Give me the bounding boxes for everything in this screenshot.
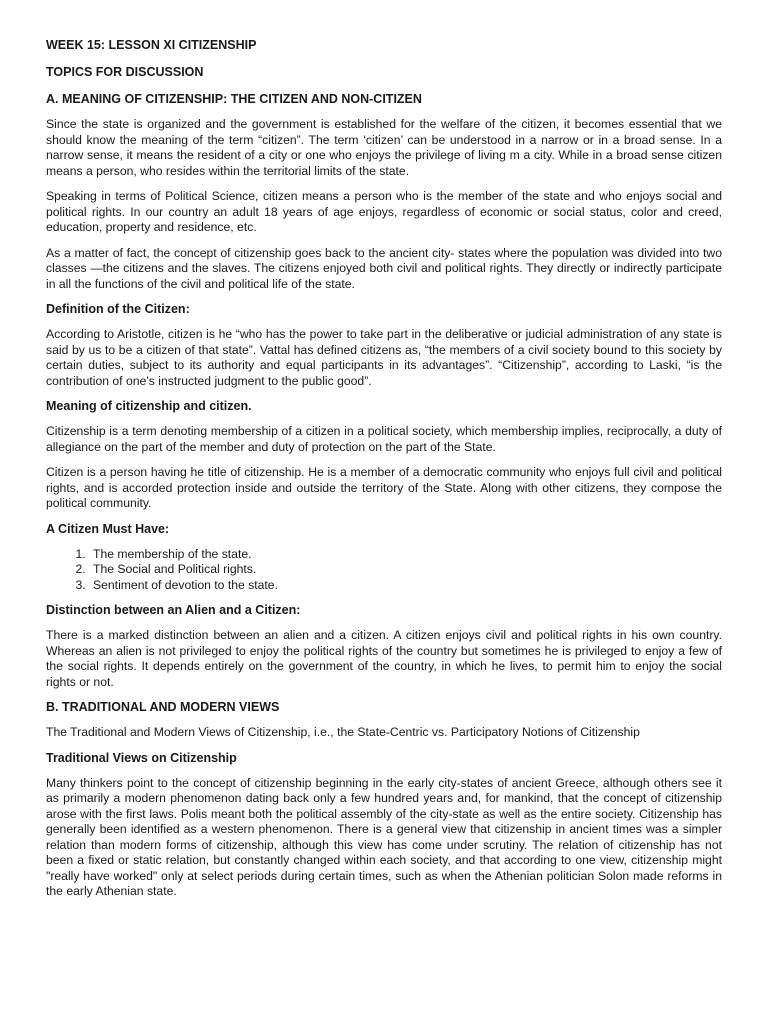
definition-text: According to Aristotle, citizen is he “who has the power to take part in the deliberative or judicial administration of any state is said by us to be a citizen of that state”. Vattal has defined citizens as, “the members of a civil society bound to this society by certain duties, subject to its authority and equal participants in its advantages”. “Citizenship”, according to Laski, “is the contribution of one’s instructed judgment to the public good”.	[46, 327, 722, 388]
section-a-heading: A. MEANING OF CITIZENSHIP: THE CITIZEN AND NON-CITIZEN	[46, 92, 422, 106]
traditional-heading: Traditional Views on Citizenship	[46, 750, 237, 765]
traditional-text: Many thinkers point to the concept of citizenship beginning in the early city-states of ancient Greece, although others see it as primarily a modern phenomenon dating back only a few hundred years and, for mankind, that the concept of citizenship arose with the first laws. Polis meant both the political assembly of the city-state as well as the entire society. Citizenship has generally been identified as a western phenomenon. There is a general view that citizenship in ancient times was a simpler relation than modern forms of citizenship, although this view has come under scrutiny. The relation of citizenship has not been a fixed or static relation, but constantly changed within each society, and that according to one view, citizenship might "really have worked" only at select periods during certain times, such as when the Athenian politician Solon made reforms in the early Athenian state.	[46, 775, 722, 898]
list-item: 1. The membership of the state.	[89, 547, 722, 563]
definition-heading: Definition of the Citizen:	[46, 302, 190, 316]
paragraph: Speaking in terms of Political Science, citizen means a person who is the member of the state and who enjoys social and political rights. In our country an adult 18 years of age enjoys, regardless of economic or social status, color and creed, education, property and residence, etc.	[46, 189, 722, 234]
document-page	[46, 38, 722, 910]
list-item: 3. Sentiment of devotion to the state.	[89, 578, 722, 594]
topics-heading: TOPICS FOR DISCUSSION	[46, 65, 204, 79]
section-b-heading: B. TRADITIONAL AND MODERN VIEWS	[46, 700, 280, 714]
paragraph: As a matter of fact, the concept of citizenship goes back to the ancient city- states where the population was divided into two classes —the citizens and the slaves. The citizens enjoyed both civil and political rights. They directly or indirectly participate in all the functions of the civil and political life of the state.	[46, 245, 722, 291]
paragraph: Citizenship is a term denoting membership of a citizen in a political society, which membership implies, reciprocally, a duty of allegiance on the part of the member and duty of protection on the part of the State.	[46, 424, 722, 454]
paragraph: Since the state is organized and the government is established for the welfare of the citizen, it becomes essential that we should know the meaning of the term “citizen”. The term ‘citizen’ can be understood in a narrow or in a broad sense. In a narrow sense, it means the resident of a city or one who enjoys the privilege of living m a city. While in a broad sense citizen means a person, who resides within the territorial limits of the state.	[46, 117, 722, 178]
meaning-heading: Meaning of citizenship and citizen.	[46, 399, 252, 413]
must-have-list	[46, 547, 722, 594]
paragraph: Citizen is a person having he title of citizenship. He is a member of a democratic community who enjoys full civil and political rights, and is accorded protection inside and outside the territory of the State. Along with other citizens, they compose the political community.	[46, 465, 722, 510]
section-b-intro: The Traditional and Modern Views of Citizenship, i.e., the State-Centric vs. Participatory Notions of Citizenship	[46, 725, 640, 739]
must-have-heading: A Citizen Must Have:	[46, 521, 170, 536]
distinction-text: There is a marked distinction between an alien and a citizen. A citizen enjoys civil and political rights in his own country. Whereas an alien is not privileged to enjoy the political rights of the country but sometimes he is privileged to enjoy a few of the social rights. It depends entirely on the government of the country, in which he lives, to permit him to enjoy the social rights or not.	[46, 628, 722, 689]
list-item: 2. The Social and Political rights.	[89, 562, 722, 578]
distinction-heading: Distinction between an Alien and a Citizen:	[46, 603, 301, 617]
document-title: WEEK 15: LESSON XI CITIZENSHIP	[46, 38, 257, 52]
